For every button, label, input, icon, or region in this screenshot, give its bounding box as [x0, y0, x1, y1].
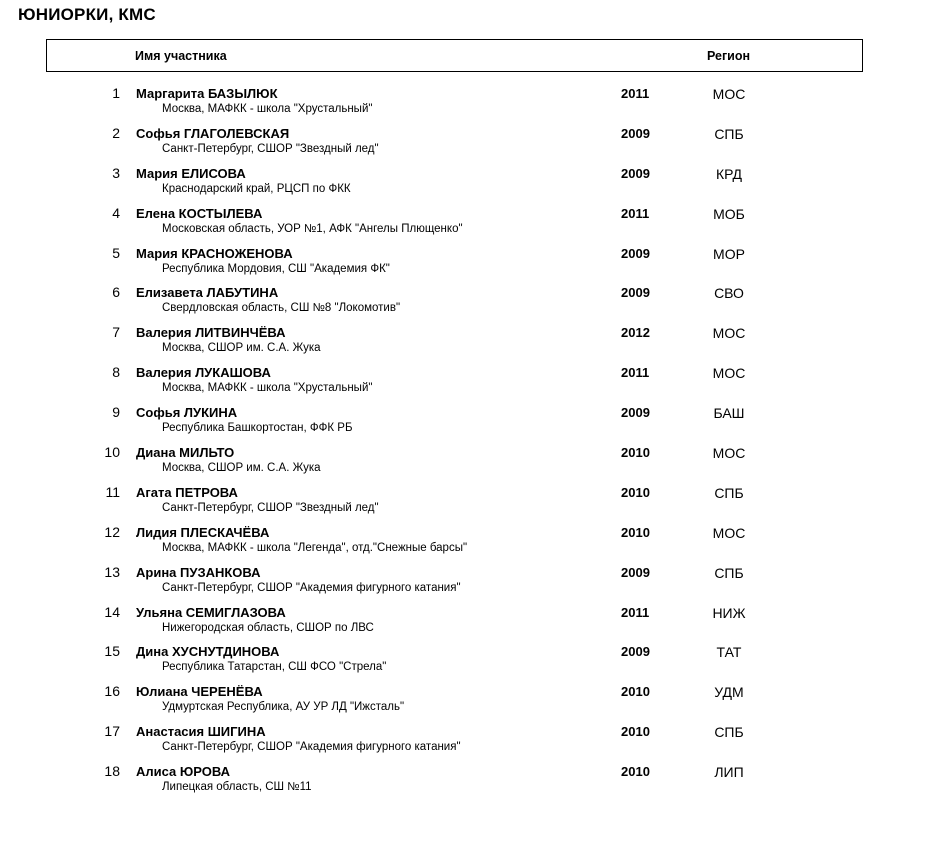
participant-birth-year: 2011 — [621, 86, 650, 101]
participant-name: Мария ЕЛИСОВА — [136, 165, 246, 181]
participant-birth-year: 2010 — [621, 445, 650, 461]
participant-club: Республика Татарстан, СШ ФСО "Стрела" — [162, 661, 387, 674]
participant-club: Республика Мордовия, СШ "Академия ФК" — [162, 262, 390, 275]
participant-region: НИЖ — [712, 604, 746, 621]
table-row — [0, 643, 930, 683]
table-row — [0, 245, 930, 285]
participant-club: Москва, СШОР им. С.А. Жука — [162, 462, 321, 475]
participant-name: Валерия ЛИТВИНЧЁВА — [136, 325, 286, 341]
participant-club: Республика Башкортостан, ФФК РБ — [162, 422, 353, 435]
participant-number: 17 — [104, 723, 120, 740]
participant-name: Елена КОСТЫЛЕВА — [136, 205, 263, 221]
participant-number: 12 — [104, 523, 120, 540]
page-title: ЮНИОРКИ, КМС — [18, 5, 156, 24]
table-row — [0, 404, 930, 444]
participant-birth-year: 2009 — [621, 245, 650, 261]
participant-birth-year: 2011 — [621, 604, 650, 620]
participant-number: 4 — [112, 204, 120, 221]
participant-birth-year: 2009 — [621, 165, 650, 181]
participant-name: Мария КРАСНОЖЕНОВА — [136, 245, 293, 261]
participant-number: 9 — [112, 404, 120, 421]
header-region-column: Регион — [707, 49, 751, 63]
participant-club: Москва, СШОР им. С.А. Жука — [162, 342, 321, 355]
participant-birth-year: 2009 — [621, 644, 650, 660]
participant-name: Софья ЛУКИНА — [136, 405, 238, 421]
table-header — [46, 39, 863, 72]
participant-club: Санкт-Петербург, СШОР "Звездный лед" — [162, 142, 379, 155]
participant-region: ТАТ — [716, 644, 742, 661]
participants-list — [0, 85, 930, 803]
table-row — [0, 125, 930, 165]
participant-name: Валерия ЛУКАШОВА — [136, 365, 271, 381]
participant-birth-year: 2010 — [621, 484, 650, 500]
participant-region: МОС — [712, 365, 746, 382]
participant-club: Липецкая область, СШ №11 — [162, 781, 312, 794]
table-row — [0, 444, 930, 484]
table-row — [0, 564, 930, 604]
participant-number: 6 — [112, 284, 120, 301]
participant-name: Анастасия ШИГИНА — [136, 724, 266, 740]
participant-club: Москва, МАФКК - школа "Легенда", отд."Снежные барсы" — [162, 541, 468, 554]
participant-number: 11 — [105, 483, 120, 500]
table-row — [0, 364, 930, 404]
participant-region: МОБ — [713, 205, 745, 222]
participant-region: КРД — [715, 165, 743, 182]
participant-club: Санкт-Петербург, СШОР "Академия фигурного катания" — [162, 581, 461, 594]
participant-number: 10 — [104, 444, 120, 461]
participant-name: Маргарита БАЗЫЛЮК — [136, 86, 278, 101]
participant-name: Дина ХУСНУТДИНОВА — [136, 644, 280, 660]
participant-number: 18 — [104, 763, 120, 780]
participant-name: Арина ПУЗАНКОВА — [136, 564, 261, 580]
participant-name: Софья ГЛАГОЛЕВСКАЯ — [136, 125, 290, 141]
participant-region: УДМ — [714, 684, 744, 701]
table-row — [0, 763, 930, 803]
participant-birth-year: 2009 — [621, 564, 650, 580]
participant-name: Алиса ЮРОВА — [136, 764, 231, 780]
participant-name: Елизавета ЛАБУТИНА — [136, 285, 279, 301]
participant-birth-year: 2010 — [621, 764, 650, 780]
participant-region: МОС — [712, 325, 746, 342]
participant-birth-year: 2011 — [621, 205, 650, 221]
participant-birth-year: 2010 — [621, 684, 650, 700]
participant-number: 15 — [104, 643, 120, 660]
participant-region: МОС — [712, 524, 746, 541]
table-row — [0, 604, 930, 644]
table-row — [0, 524, 930, 564]
participant-birth-year: 2009 — [621, 285, 650, 301]
table-row — [0, 205, 930, 245]
table-row — [0, 484, 930, 524]
participant-club: Краснодарский край, РЦСП по ФКК — [162, 182, 351, 195]
participant-club: Москва, МАФКК - школа "Хрустальный" — [162, 382, 373, 395]
participant-birth-year: 2010 — [621, 524, 650, 540]
participant-number: 16 — [104, 683, 120, 700]
participant-region: СПБ — [714, 564, 744, 581]
participant-region: МОС — [712, 86, 746, 102]
participant-birth-year: 2009 — [621, 405, 650, 421]
participant-region: СПБ — [714, 724, 744, 741]
participant-birth-year: 2010 — [621, 724, 650, 740]
participant-club: Нижегородская область, СШОР по ЛВС — [162, 621, 374, 634]
participant-club: Санкт-Петербург, СШОР "Звездный лед" — [162, 501, 379, 514]
participant-number: 3 — [112, 164, 120, 181]
participant-club: Московская область, УОР №1, АФК "Ангелы Плющенко" — [162, 222, 463, 235]
participant-name: Юлиана ЧЕРЕНЁВА — [136, 684, 263, 700]
participant-region: МОР — [713, 245, 745, 262]
participant-number: 5 — [112, 244, 120, 261]
header-name-column: Имя участника — [135, 49, 227, 63]
participant-number: 7 — [112, 324, 120, 341]
participant-name: Ульяна СЕМИГЛАЗОВА — [136, 604, 286, 620]
participant-region: СПБ — [714, 484, 744, 501]
participant-region: БАШ — [713, 405, 745, 422]
participant-club: Москва, МАФКК - школа "Хрустальный" — [162, 103, 373, 115]
participant-number: 1 — [112, 85, 120, 101]
participant-birth-year: 2009 — [621, 125, 650, 141]
participant-name: Агата ПЕТРОВА — [136, 484, 238, 500]
participant-club: Свердловская область, СШ №8 "Локомотив" — [162, 302, 401, 315]
participant-name: Лидия ПЛЕСКАЧЁВА — [136, 524, 270, 540]
participant-region: МОС — [712, 445, 746, 462]
table-row — [0, 284, 930, 324]
participant-name: Диана МИЛЬТО — [136, 445, 235, 461]
participant-number: 8 — [112, 364, 120, 381]
participant-birth-year: 2011 — [621, 365, 650, 381]
participant-number: 14 — [104, 603, 120, 620]
participant-number: 13 — [104, 563, 120, 580]
participant-number: 2 — [112, 124, 120, 141]
participant-region: СПБ — [714, 125, 744, 142]
participant-club: Санкт-Петербург, СШОР "Академия фигурного катания" — [162, 741, 461, 754]
participant-club: Удмуртская Республика, АУ УР ЛД "Ижсталь" — [162, 701, 405, 714]
participant-birth-year: 2012 — [621, 325, 650, 341]
table-row — [0, 723, 930, 763]
table-row — [0, 324, 930, 364]
table-row — [0, 683, 930, 723]
table-row — [0, 85, 930, 125]
participant-region: ЛИП — [714, 764, 744, 781]
table-row — [0, 165, 930, 205]
participant-region: СВО — [714, 285, 744, 302]
